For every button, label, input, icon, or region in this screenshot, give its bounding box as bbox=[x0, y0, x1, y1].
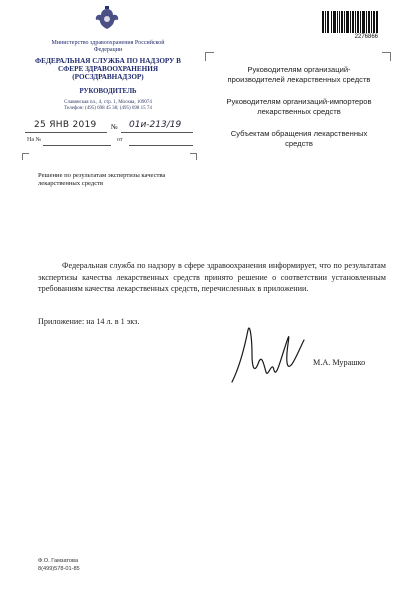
na-label: На № bbox=[27, 137, 42, 143]
executor-block bbox=[38, 557, 80, 573]
barcode bbox=[322, 11, 378, 33]
number-underline bbox=[121, 132, 193, 133]
handwritten-signature bbox=[228, 310, 308, 390]
corner-mark bbox=[205, 52, 214, 61]
number-sign: № bbox=[111, 123, 118, 131]
attachment-note: Приложение: на 14 л. в 1 экз. bbox=[38, 317, 140, 326]
executor-phone: 8(499)578-01-85 bbox=[38, 566, 80, 572]
corner-mark bbox=[22, 153, 29, 160]
recipients-block bbox=[224, 65, 374, 161]
ot-underline bbox=[129, 145, 193, 146]
na-underline bbox=[43, 145, 111, 146]
coat-of-arms-icon bbox=[93, 5, 121, 33]
service-name: ФЕДЕРАЛЬНАЯ СЛУЖБА ПО НАДЗОРУ В СФЕРЕ ЗДРАВООХРАНЕНИЯ (РОСЗДРАВНАДЗОР) bbox=[35, 57, 181, 82]
date-underline bbox=[25, 132, 107, 133]
corner-mark bbox=[190, 153, 197, 160]
ministry-name: Министерство здравоохранения Российской Федерации bbox=[51, 40, 165, 53]
phone-line: Телефон: (495) 698 45 38; (495) 698 15 74 bbox=[64, 106, 152, 111]
body-paragraph: Федеральная служба по надзору в сфере здравоохранения информирует, что по результатам экспертизы качества лекарственных средств принято решение о соответствии установленным требованиям качества лекарственных средств, перечисленных в приложении. bbox=[38, 261, 386, 293]
signer-name: М.А. Мурашко bbox=[313, 358, 366, 367]
ot-label: от bbox=[117, 137, 123, 143]
executor-name: Ф.О. Гамзатова bbox=[38, 558, 79, 564]
barcode-number: 2276866 bbox=[354, 34, 378, 40]
reference-line bbox=[25, 137, 195, 147]
registration-number: 01и-213/19 bbox=[129, 120, 182, 130]
letter-body bbox=[38, 260, 386, 295]
recipient-item: Субъектам обращения лекарственных средств bbox=[230, 129, 368, 148]
corner-mark bbox=[382, 52, 391, 61]
registration-date: 25 ЯНВ 2019 bbox=[34, 120, 97, 130]
head-title: РУКОВОДИТЕЛЬ bbox=[79, 88, 137, 95]
address-block bbox=[38, 100, 178, 112]
recipient-item: Руководителям организаций-производителей лекарственных средств bbox=[227, 65, 371, 84]
registration-line bbox=[25, 122, 195, 132]
address-line: Славянская пл., 4, стр. 1, Москва, 109074 bbox=[64, 100, 152, 105]
document-subject: Решение по результатам экспертизы качества лекарственных средств bbox=[38, 172, 166, 187]
recipient-item: Руководителям организаций-импортеров лекарственных средств bbox=[226, 97, 372, 116]
